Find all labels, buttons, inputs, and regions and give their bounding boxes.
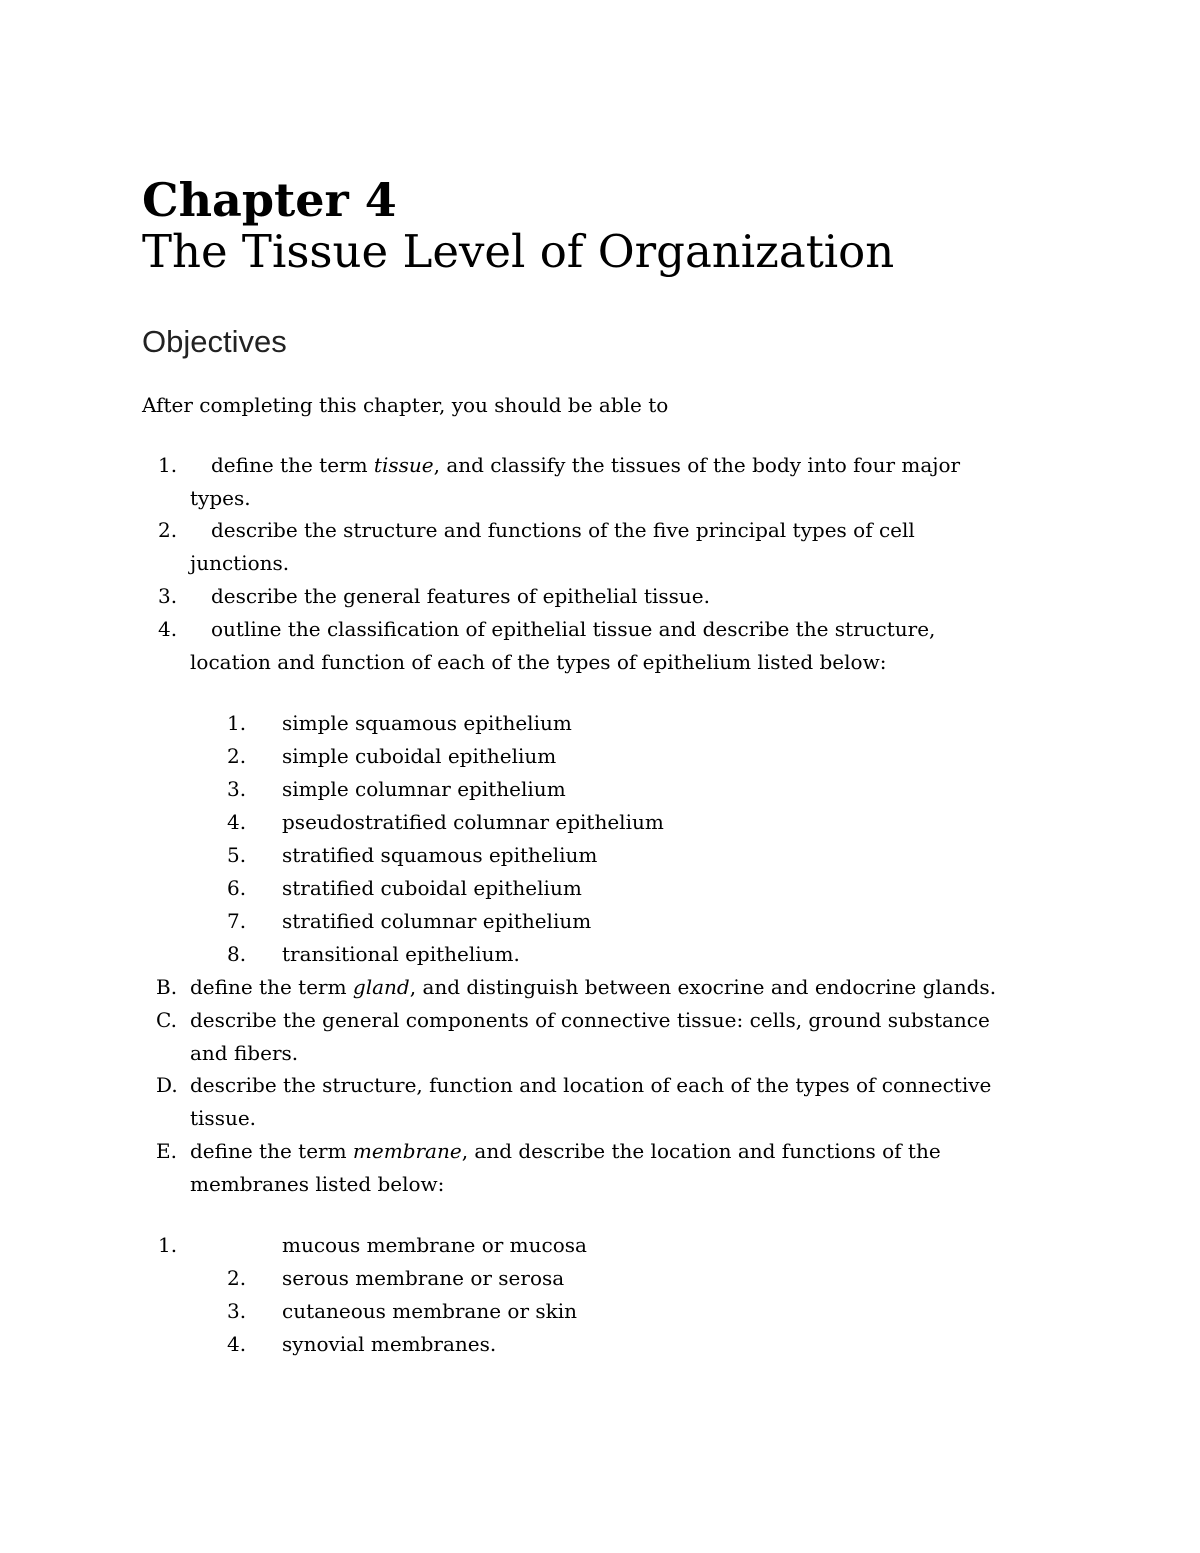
- objective-e-line-2: membranes listed below:: [190, 1172, 445, 1196]
- objectives-intro: After completing this chapter, you should be able to: [142, 393, 669, 417]
- objective-c-line-2: and fibers.: [190, 1041, 299, 1065]
- epithelium-3-text: simple columnar epithelium: [282, 777, 566, 801]
- epithelium-2-marker: 2.: [227, 744, 247, 768]
- objective-c-marker: C.: [156, 1008, 177, 1032]
- epithelium-2-text: simple cuboidal epithelium: [282, 744, 557, 768]
- objective-2-line-1: describe the structure and functions of the five principal types of cell: [211, 518, 915, 542]
- membrane-3-marker: 3.: [227, 1299, 247, 1323]
- term-tissue: tissue: [373, 453, 434, 477]
- objectives-heading: Objectives: [142, 324, 287, 359]
- epithelium-5-marker: 5.: [227, 843, 247, 867]
- epithelium-1-text: simple squamous epithelium: [282, 711, 572, 735]
- epithelium-1-marker: 1.: [227, 711, 247, 735]
- objective-d-line-1: describe the structure, function and location of each of the types of connective: [190, 1073, 992, 1097]
- objective-c-line-1: describe the general components of connective tissue: cells, ground substance: [190, 1008, 990, 1032]
- epithelium-7-marker: 7.: [227, 909, 247, 933]
- membrane-1-marker: 1.: [158, 1233, 178, 1257]
- objective-e-line-1: define the term membrane, and describe the location and functions of the: [190, 1139, 941, 1163]
- objective-4-line-1: outline the classification of epithelial tissue and describe the structure,: [211, 617, 936, 641]
- membrane-3-text: cutaneous membrane or skin: [282, 1299, 578, 1323]
- chapter-title: Chapter 4: [142, 173, 397, 227]
- objective-4-line-2: location and function of each of the types of epithelium listed below:: [190, 650, 887, 674]
- objective-b-line-1: define the term gland, and distinguish between exocrine and endocrine glands.: [190, 975, 997, 999]
- objective-2-marker: 2.: [158, 518, 178, 542]
- epithelium-5-text: stratified squamous epithelium: [282, 843, 598, 867]
- epithelium-6-text: stratified cuboidal epithelium: [282, 876, 582, 900]
- objective-e-marker: E.: [156, 1139, 177, 1163]
- objective-d-marker: D.: [156, 1073, 178, 1097]
- membrane-4-text: synovial membranes.: [282, 1332, 497, 1356]
- objective-4-marker: 4.: [158, 617, 178, 641]
- epithelium-7-text: stratified columnar epithelium: [282, 909, 592, 933]
- objective-1-line-2: types.: [190, 486, 251, 510]
- term-membrane: membrane: [352, 1139, 462, 1163]
- objective-3-line-1: describe the general features of epithelial tissue.: [211, 584, 710, 608]
- membrane-2-marker: 2.: [227, 1266, 247, 1290]
- epithelium-6-marker: 6.: [227, 876, 247, 900]
- membrane-2-text: serous membrane or serosa: [282, 1266, 565, 1290]
- term-gland: gland: [352, 975, 410, 999]
- objective-2-line-2: junctions.: [190, 551, 290, 575]
- objective-1-line-1: define the term tissue, and classify the tissues of the body into four major: [211, 453, 961, 477]
- epithelium-8-marker: 8.: [227, 942, 247, 966]
- objective-d-line-2: tissue.: [190, 1106, 257, 1130]
- epithelium-4-text: pseudostratified columnar epithelium: [282, 810, 664, 834]
- objective-b-marker: B.: [156, 975, 178, 999]
- membrane-4-marker: 4.: [227, 1332, 247, 1356]
- objective-1-marker: 1.: [158, 453, 178, 477]
- membrane-1-text: mucous membrane or mucosa: [282, 1233, 587, 1257]
- epithelium-4-marker: 4.: [227, 810, 247, 834]
- objective-3-marker: 3.: [158, 584, 178, 608]
- epithelium-3-marker: 3.: [227, 777, 247, 801]
- chapter-subtitle: The Tissue Level of Organization: [142, 225, 895, 278]
- epithelium-8-text: transitional epithelium.: [282, 942, 520, 966]
